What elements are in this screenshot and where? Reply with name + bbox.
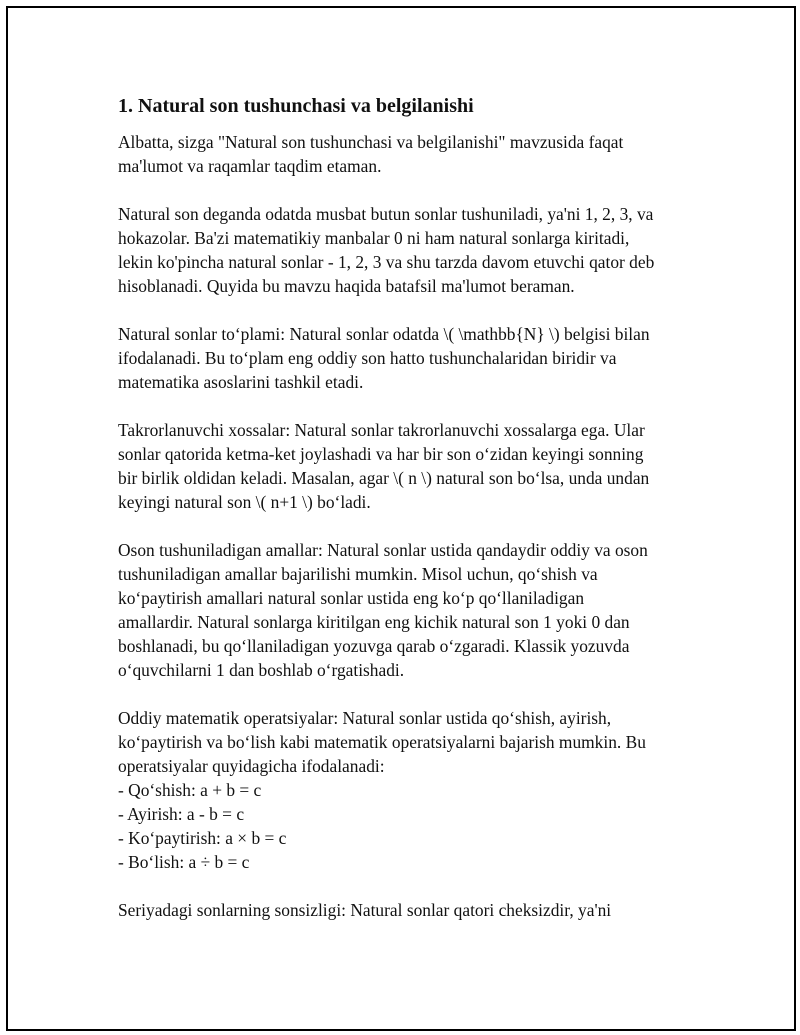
document-title: 1. Natural son tushunchasi va belgilanishi bbox=[118, 95, 474, 117]
text-line: Albatta, sizga "Natural son tushunchasi va belgilanishi" mavzusida faqat bbox=[118, 132, 624, 152]
paragraph-infinity bbox=[118, 898, 698, 922]
text-line: Oson tushuniladigan amallar: Natural sonlar ustida qandaydir oddiy va oson bbox=[118, 540, 648, 560]
text-line: lekin ko'pincha natural sonlar - 1, 2, 3 va shu tarzda davom etuvchi qator deb bbox=[118, 252, 655, 272]
text-line: matematika asoslarini tashkil etadi. bbox=[118, 372, 364, 392]
text-line: hokazolar. Ba'zi matematikiy manbalar 0 ni ham natural sonlarga kiritadi, bbox=[118, 228, 630, 248]
text-line: keyingi natural son \( n+1 \) bo‘ladi. bbox=[118, 492, 371, 512]
paragraph-properties bbox=[118, 418, 698, 514]
document-body bbox=[118, 92, 698, 946]
text-line: hisoblanadi. Quyida bu mavzu haqida batafsil ma'lumot beraman. bbox=[118, 276, 575, 296]
text-line: Natural son deganda odatda musbat butun sonlar tushuniladi, ya'ni 1, 2, 3, va bbox=[118, 204, 654, 224]
text-line: ko‘paytirish amallari natural sonlar ustida eng ko‘p qo‘llaniladigan bbox=[118, 588, 585, 608]
text-line: sonlar qatorida ketma-ket joylashadi va har bir son o‘zidan keyingi sonning bbox=[118, 444, 644, 464]
paragraph-set bbox=[118, 322, 698, 394]
text-line: operatsiyalar quyidagicha ifodalanadi: bbox=[118, 756, 385, 776]
paragraph-simple-operations bbox=[118, 538, 698, 682]
paragraph-intro bbox=[118, 130, 698, 178]
text-line: boshlanadi, bu qo‘llaniladigan yozuvga qarab o‘zgaradi. Klassik yozuvda bbox=[118, 636, 630, 656]
text-line: Oddiy matematik operatsiyalar: Natural sonlar ustida qo‘shish, ayirish, bbox=[118, 708, 612, 728]
paragraph-definition bbox=[118, 202, 698, 298]
text-line: Takrorlanuvchi xossalar: Natural sonlar takrorlanuvchi xossalarga ega. Ular bbox=[118, 420, 645, 440]
text-line: Natural sonlar to‘plami: Natural sonlar odatda \( \mathbb{N} \) belgisi bilan bbox=[118, 324, 650, 344]
list-item-subtraction: - Ayirish: a - b = c bbox=[118, 804, 245, 824]
text-line: Seriyadagi sonlarning sonsizligi: Natural sonlar qatori cheksizdir, ya'ni bbox=[118, 900, 612, 920]
text-line: ifodalanadi. Bu to‘plam eng oddiy son hatto tushunchalaridan biridir va bbox=[118, 348, 617, 368]
list-item-division: - Bo‘lish: a ÷ b = c bbox=[118, 852, 250, 872]
text-line: ma'lumot va raqamlar taqdim etaman. bbox=[118, 156, 382, 176]
text-line: ko‘paytirish va bo‘lish kabi matematik operatsiyalarni bajarish mumkin. Bu bbox=[118, 732, 646, 752]
text-line: bir birlik oldidan keladi. Masalan, agar \( n \) natural son bo‘lsa, unda undan bbox=[118, 468, 650, 488]
list-item-addition: - Qo‘shish: a + b = c bbox=[118, 780, 262, 800]
paragraph-math-operations bbox=[118, 706, 698, 874]
text-line: tushuniladigan amallar bajarilishi mumkin. Misol uchun, qo‘shish va bbox=[118, 564, 598, 584]
text-line: amallardir. Natural sonlarga kiritilgan eng kichik natural son 1 yoki 0 dan bbox=[118, 612, 630, 632]
text-line: o‘quvchilarni 1 dan boshlab o‘rgatishadi. bbox=[118, 660, 405, 680]
list-item-multiplication: - Ko‘paytirish: a × b = c bbox=[118, 828, 287, 848]
